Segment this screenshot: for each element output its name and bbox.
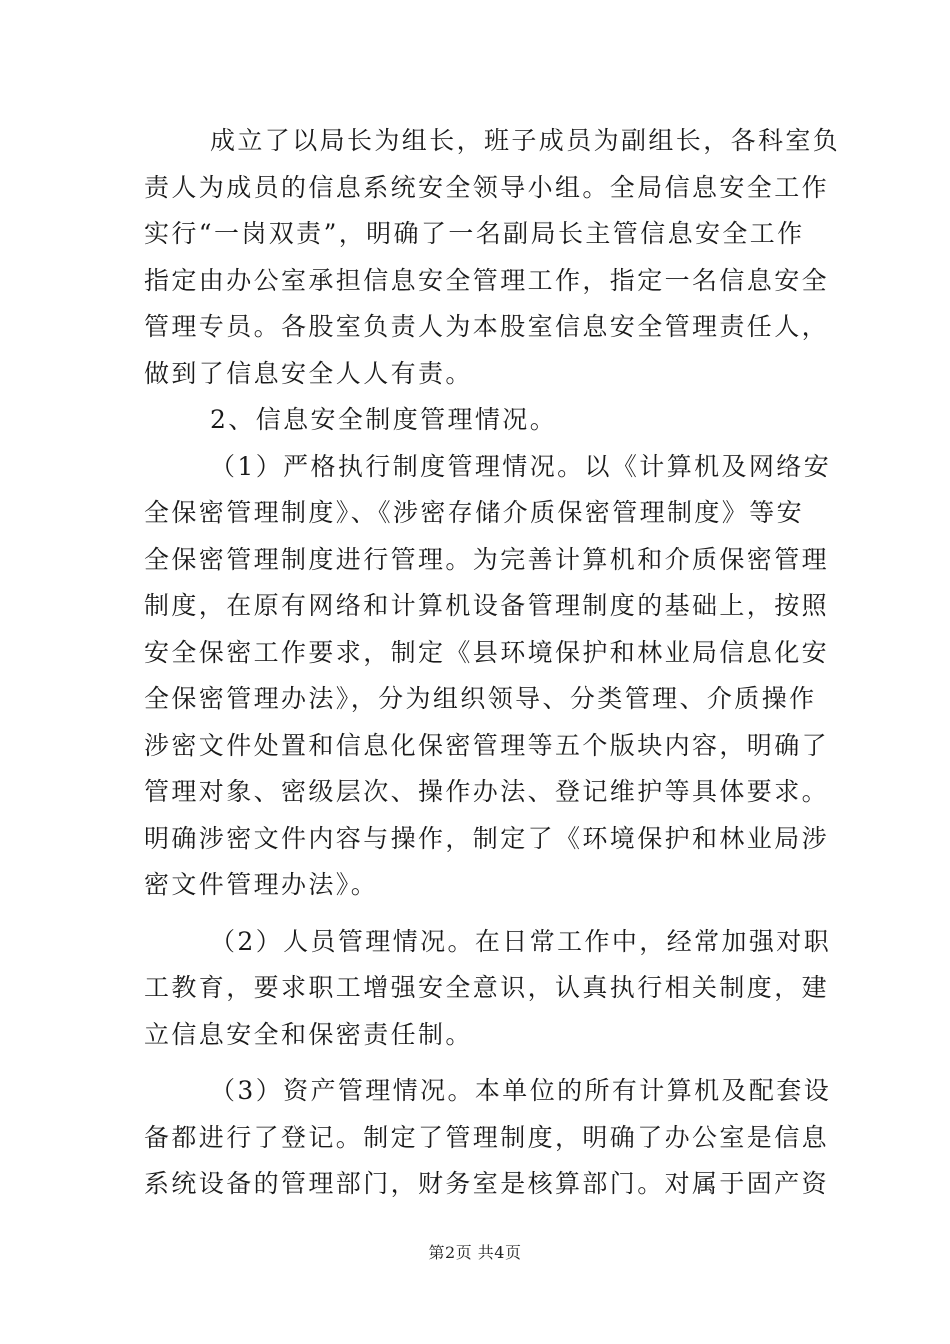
text-line: （1）严格执行制度管理情况。以《计算机及网络安: [210, 451, 832, 481]
text-line: 系统设备的管理部门，财务室是核算部门。对属于固产资: [144, 1169, 830, 1198]
text-line: 责人为成员的信息系统安全领导小组。全局信息安全工作: [144, 172, 830, 202]
text-line: 指定由办公室承担信息安全管理工作，指定一名信息安全: [144, 265, 830, 295]
text-line: 安全保密工作要求，制定《县环境保护和林业局信息化安: [144, 637, 830, 667]
text-line: 全保密管理制度进行管理。为完善计算机和介质保密管理: [144, 544, 830, 574]
text-line: （3）资产管理情况。本单位的所有计算机及配套设: [210, 1076, 832, 1105]
body-text: [144, 118, 841, 1208]
text-line: 全保密管理办法》，分为组织领导、分类管理、介质操作: [144, 684, 817, 713]
text-line: （2）人员管理情况。在日常工作中，经常加强对职: [210, 926, 832, 956]
text-line: 管理专员。各股室负责人为本股室信息安全管理责任人，: [144, 312, 830, 341]
text-line: 全保密管理制度》、《涉密存储介质保密管理制度》等安: [144, 498, 805, 527]
text-line: 管理对象、密级层次、操作办法、登记维护等具体要求。: [144, 777, 830, 806]
text-line: 做到了信息安全人人有责。: [144, 358, 473, 388]
text-line: 涉密文件处置和信息化保密管理等五个版块内容，明确了: [144, 730, 830, 760]
page-footer: 第2页 共4页: [428, 1243, 522, 1262]
text-line: 密文件管理办法》。: [144, 870, 379, 899]
text-line: 备都进行了登记。制定了管理制度，明确了办公室是信息: [144, 1122, 830, 1152]
text-line: 立信息安全和保密责任制。: [144, 1019, 473, 1049]
text-line: 成立了以局长为组长，班子成员为副组长，各科室负: [210, 126, 841, 155]
text-line: 实行“一岗双责”，明确了一名副局长主管信息安全工作: [144, 219, 805, 248]
text-line: 制度，在原有网络和计算机设备管理制度的基础上，按照: [144, 591, 830, 620]
text-line: 明确涉密文件内容与操作，制定了《环境保护和林业局涉: [144, 823, 830, 853]
text-line: 2、信息安全制度管理情况。: [210, 405, 558, 434]
text-line: 工教育，要求职工增强安全意识，认真执行相关制度，建: [144, 973, 830, 1002]
